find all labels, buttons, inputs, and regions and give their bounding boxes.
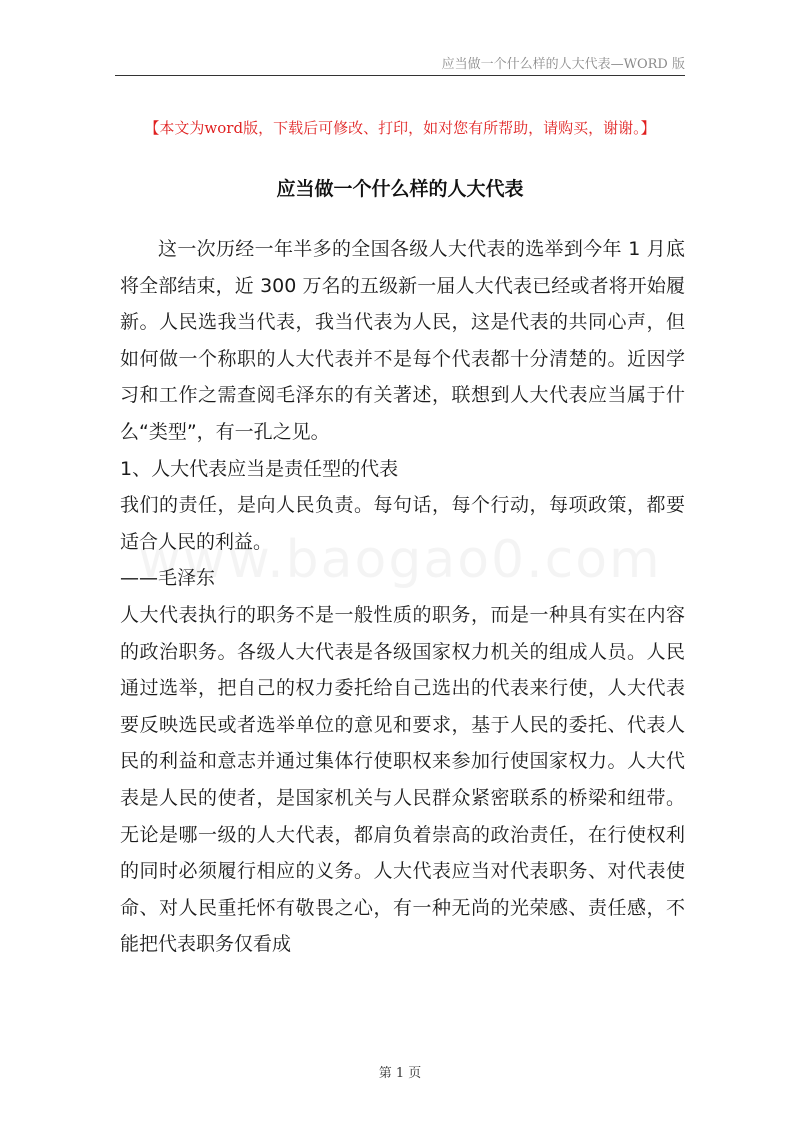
document-title: 应当做一个什么样的人大代表 — [276, 178, 524, 200]
quote-attribution: ——毛泽东 — [120, 567, 216, 590]
header-rule — [115, 75, 685, 76]
intro-paragraph: 这一次历经一年半多的全国各级人大代表的选举到今年 1 月底将全部结束，近 300 万名的五级新一届人大代表已经或者将开始履新。人民选我当代表，我当代表为人民，这是代表的共同心声，但如何做一个称职的人大代表并不是每个代表都十分清楚的。近因学习和工作之需查阅毛泽东的有关著述，联想到人大代表应当属于什么“类型”，有一孔之见。 — [120, 238, 685, 443]
body-paragraph: 人大代表执行的职务不是一般性质的职务，而是一种具有实在内容的政治职务。各级人大代表是各级国家权力机关的组成人员。人民通过选举，把自己的权力委托给自己选出的代表来行使，人大代表要反映选民或者选举单位的意见和要求，基于人民的委托、代表人民的利益和意志并通过集体行使职权来参加行使国家权力。人大代表是人民的使者，是国家机关与人民群众紧密联系的桥梁和纽带。无论是哪一级的人大代表，都肩负着崇高的政治责任，在行使权利的同时必须履行相应的义务。人大代表应当对代表职务、对代表使命、对人民重托怀有敬畏之心，有一种无尚的光荣感、责任感，不能把代表职务仅看成 — [120, 603, 685, 956]
quote-paragraph: 我们的责任，是向人民负责。每句话，每个行动，每项政策，都要适合人民的利益。 — [120, 494, 685, 553]
page-number: 第 1 页 — [378, 1066, 422, 1081]
purchase-notice: 【本文为word版，下载后可修改、打印，如对您有所帮助，请购买，谢谢。】 — [144, 119, 656, 137]
section-heading-1: 1、人大代表应当是责任型的代表 — [120, 457, 399, 480]
document-body — [120, 231, 685, 963]
running-header: 应当做一个什么样的人大代表—WORD 版 — [441, 57, 685, 72]
